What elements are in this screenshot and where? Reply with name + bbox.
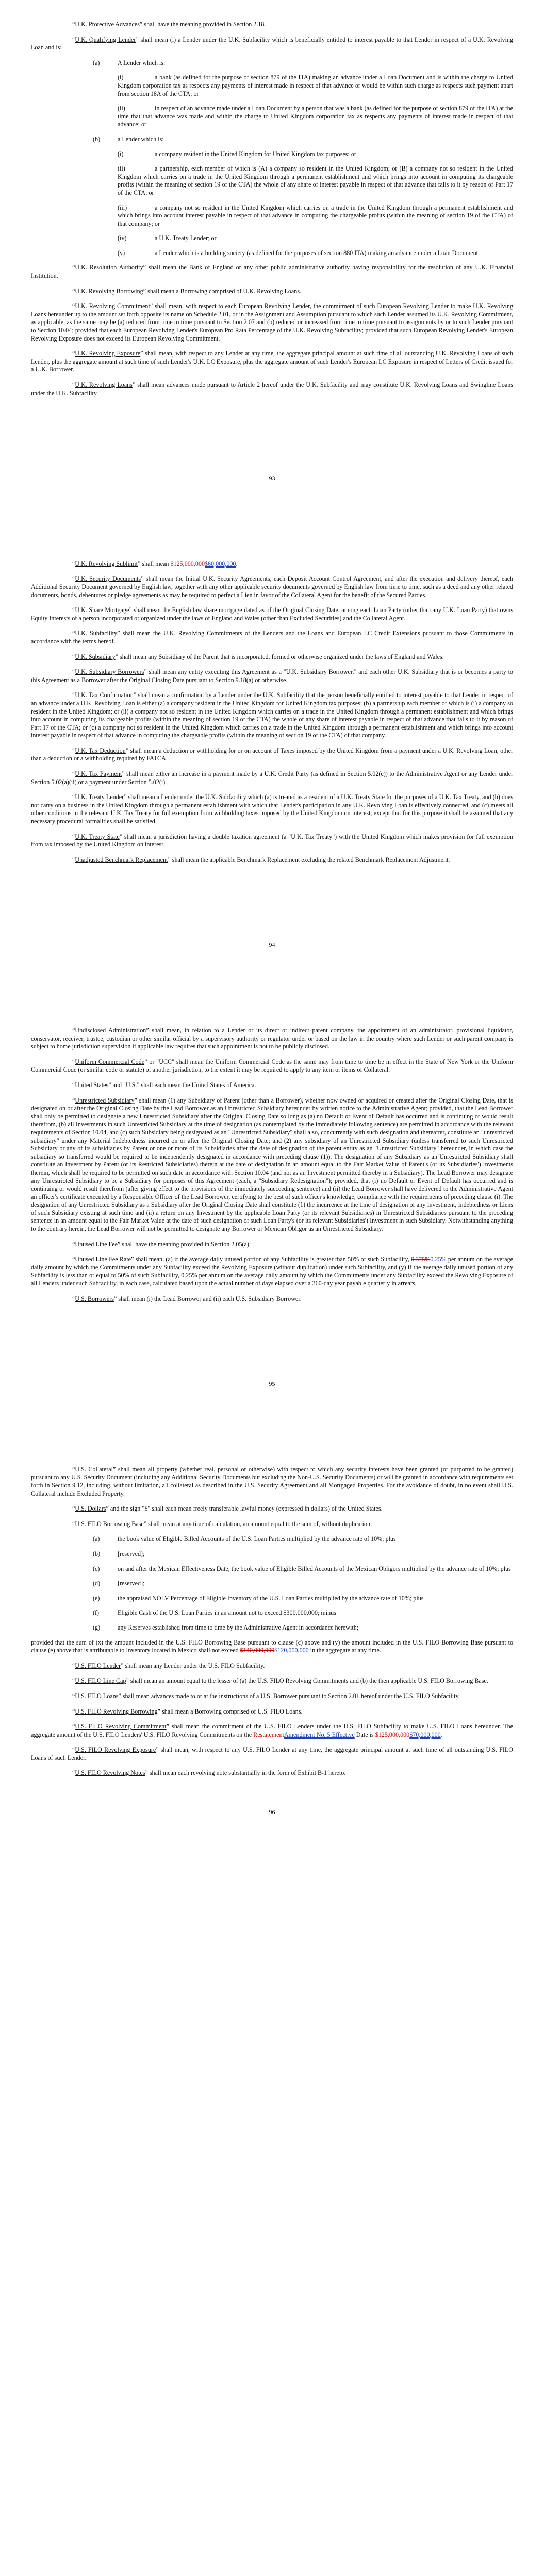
subclause-item bbox=[31, 74, 513, 98]
subclause-text: a Lender which is a building society (as defined for the purposes of section 880 ITA) making an advance under a Loan Document. bbox=[155, 249, 480, 257]
subclause-text: a partnership, each member of which is (A) a company so resident in the United Kingdom; or (B) a company not so resident in the United Kingdom which carries on a trade in the United Kingdom through a permanent establishment and which brings into account in computing its chargeable profits (within the meaning of section 19 of the CTA) the whole of any share of interest payable in respect of that advance that falls to it by reason of Part 17 of the CTA; or bbox=[118, 165, 513, 196]
defined-term: U.S. FILO Line Cap bbox=[75, 1677, 126, 1685]
subclause-item bbox=[31, 165, 513, 197]
definition-paragraph: “U.S. FILO Borrowing Base” shall mean at any time of calculation, an amount equal to the sum of, without duplication: bbox=[72, 1520, 372, 1528]
defined-term: Unadjusted Benchmark Replacement bbox=[75, 856, 168, 863]
clause-item bbox=[31, 1609, 513, 1617]
definition-text: shall mean a Borrowing comprised of U.K. Revolving Loans. bbox=[146, 287, 302, 295]
defined-term: U.K. Qualifying Lender bbox=[75, 36, 136, 43]
defined-term: U.S. FILO Revolving Notes bbox=[75, 1769, 145, 1777]
subclause-label: (i) bbox=[118, 150, 124, 158]
definition-text: shall mean the applicable Benchmark Replacement excluding the related Benchmark Replacement Adjustment. bbox=[170, 856, 450, 863]
subclause-label: (i) bbox=[118, 74, 124, 81]
clause-text: Eligible Cash of the U.S. Loan Parties in an amount not to exceed $300,000,000; minus bbox=[118, 1609, 336, 1617]
defined-term: U.K. Treaty Lender bbox=[75, 793, 124, 801]
subclause-text: in respect of an advance made under a Loan Document by a person that was a bank (as defined for the purpose of section 879 of the ITA) at the time that that advance was made and within the charge to United Kingdom corporation tax as respects any payments of interest made in respect of that advance; or bbox=[118, 105, 513, 128]
defined-term: U.K. Revolving Loans bbox=[75, 381, 133, 388]
defined-term: U.K. Subsidiary bbox=[75, 653, 116, 660]
clause-text: [reserved]; bbox=[118, 1550, 145, 1557]
defined-term: Unrestricted Subsidiary bbox=[75, 1096, 135, 1104]
defined-term: U.K. Subsidiary Borrowers bbox=[75, 668, 144, 676]
definition-paragraph: “Uniform Commercial Code” or "UCC" shall mean the Uniform Commercial Code as the same may from time to time be in effect in the State of New York or the Uniform Commercial Code (or similar code or statute) of another jurisdiction, to the extent it may be required to apply to any item or items of Collateral. bbox=[31, 1058, 513, 1074]
defined-term: U.K. Revolving Commitment bbox=[75, 302, 150, 310]
definition-text: shall mean, in relation to a Lender or its direct or indirect parent company, the appointment of an administrator, provisional liquidator, conservator, receiver, trustee, custodian or other similar official by a supervisory authority or regulator under or based on the law in the country where such Lender or such parent company is subject to home jurisdiction supervision if applicable law requires that such appointment is not to be publicly disclosed. bbox=[31, 1027, 513, 1050]
definition-text: and "U.S." shall each mean the United States of America. bbox=[111, 1081, 256, 1089]
defined-term: U.K. Tax Payment bbox=[75, 770, 122, 778]
clause-text: the book value of Eligible Billed Accounts of the U.S. Loan Parties multiplied by the advance rate of 10%; plus bbox=[118, 1535, 396, 1543]
subclause-label: (ii) bbox=[118, 105, 125, 112]
trailing-text: Date is bbox=[354, 1731, 375, 1738]
definition-paragraph: “U.K. Share Mortgage” shall mean the English law share mortgage dated as of the Original Closing Date, among each Loan Party (other than any U.K. Loan Party) that owns Equity Interests of a person incorporated or organized under the laws of England and Wales (other than Excluded Securities) and the Collateral Agent. bbox=[31, 606, 513, 622]
clause-item bbox=[31, 1550, 513, 1558]
definition-paragraph: “U.K. Tax Confirmation” shall mean a confirmation by a Lender under the U.K. Subfacility that the person beneficially entitled to interest payable to that Lender in respect of an advance under a U.K. Revolving Loan is either (a) a company resident in the United Kingdom for United Kingdom tax purposes; (b) a partnership each member of which is (i) a company so resident in the United Kingdom; or (ii) a company not so resident in the United Kingdom which carries on a trade in the United Kingdom through a permanent establishment and which brings into account in computing its chargeable profits (within the meaning of section 19 of the CTA) the whole of any share of interest payable in respect of that advance that falls to it by reason of Part 17 of the CTA; or (c) a company not so resident in the United Kingdom which carries on a trade in the United Kingdom through a permanent establishment and which brings into account interest payable in respect of that advance in computing the chargeable profits (within the meaning of section 19 of the CTA) of that company. bbox=[31, 691, 514, 739]
trailing-text: . bbox=[236, 560, 238, 567]
defined-term: U.S. FILO Revolving Borrowing bbox=[75, 1707, 158, 1715]
definition-paragraph: “U.K. Protective Advances” shall have the meaning provided in Section 2.18. bbox=[72, 21, 266, 28]
clause-item bbox=[31, 1535, 513, 1544]
clause-text: any Reserves established from time to time by the Administrative Agent in accordance herewith; bbox=[118, 1623, 359, 1631]
definition-text: or "UCC" shall mean the Uniform Commercial Code as the same may from time to time be in effect in the State of New York or the Uniform Commercial Code (or similar code or statute) of another jurisdiction, to the extent it may be required to apply to any item or items of Collateral. bbox=[31, 1058, 513, 1074]
definition-paragraph: “Unadjusted Benchmark Replacement” shall mean the applicable Benchmark Replacement excluding the related Benchmark Replacement Adjustment. bbox=[72, 856, 450, 863]
definition-paragraph: “Undisclosed Administration” shall mean, in relation to a Lender or its direct or indirect parent company, the appointment of an administrator, provisional liquidator, conservator, receiver, trustee, custodian or other similar official by a supervisory authority or regulator under or based on the law in the country where such Lender or such parent company is subject to home jurisdiction supervision if applicable law requires that such appointment is not to be publicly disclosed. bbox=[31, 1027, 513, 1050]
definition-paragraph: “U.K. Tax Payment” shall mean either an increase in a payment made by a U.K. Credit Party (as defined in Section 5.02(c)) to the Administrative Agent or any Lender under Section 5.02(a)(ii) or a payment under Section 5.02(i). bbox=[31, 770, 513, 786]
defined-term: U.K. Share Mortgage bbox=[75, 606, 129, 614]
defined-term: U.K. Tax Confirmation bbox=[75, 691, 134, 699]
defined-term: U.S. FILO Revolving Exposure bbox=[75, 1746, 156, 1754]
subclause-text: a U.K. Treaty Lender; or bbox=[155, 234, 217, 242]
subclause-item bbox=[31, 204, 513, 228]
definition-paragraph: “United States” and "U.S." shall each mean the United States of America. bbox=[72, 1081, 256, 1089]
definition-paragraph: “U.K. Qualifying Lender” shall mean (i) a Lender under the U.K. Subfacility which is beneficially entitled to interest payable to that Lender in respect of a U.K. Revolving Loan and is: bbox=[31, 36, 514, 52]
defined-term: U.S. Collateral bbox=[75, 1465, 113, 1473]
subclause-text: a company resident in the United Kingdom for United Kingdom tax purposes; or bbox=[155, 150, 356, 158]
definition-text: shall mean any Lender under the U.S. FILO Subfacility. bbox=[123, 1662, 265, 1669]
defined-term: Undisclosed Administration bbox=[75, 1027, 146, 1034]
definition-text: shall mean bbox=[140, 560, 171, 567]
definition-text: shall mean either an increase in a payment made by a U.K. Credit Party (as defined in Section 5.02(c)) to the Administrative Agent or any Lender under Section 5.02(a)(ii) or a payment under Section 5.02(i). bbox=[31, 770, 513, 786]
clause-item bbox=[31, 135, 513, 144]
subclause-text: a bank (as defined for the purpose of section 879 of the ITA) making an advance under a Loan Document and is within the charge to United Kingdom corporation tax as respects any payments of interest made in respect of that advance or would be within such charge as respects such payment apart from section 18A of the CTA; or bbox=[118, 74, 513, 97]
definition-text: shall mean any Subsidiary of the Parent that is incorporated, formed or otherwise organized under the laws of England and Wales. bbox=[118, 653, 444, 660]
clause-item bbox=[31, 1595, 513, 1603]
defined-term: U.K. Resolution Authority bbox=[75, 264, 143, 272]
subclause-item bbox=[31, 234, 513, 243]
definition-text: and the sign "$" shall each mean freely transferable lawful money (expressed in dollars) of the United States. bbox=[108, 1505, 383, 1513]
definition-text: shall mean a deduction or withholding for or on account of Taxes imposed by the United Kingdom from a payment under a U.K. Revolving Loan, other than a deduction or a withholding required by FATCA. bbox=[31, 747, 513, 762]
definition-text: shall mean a confirmation by a Lender under the U.K. Subfacility that the person beneficially entitled to interest payable to that Lender in respect of an advance under a U.K. Revolving Loan is either (a) a company resident in the United Kingdom for United Kingdom tax purposes; (b) a partnership each member of which is (i) a company so resident in the United Kingdom; or (ii) a company not so resident in the United Kingdom which carries on a trade in the United Kingdom through a permanent establishment and which brings into account in computing its chargeable profits (within the meaning of section 19 of the CTA) the whole of any share of interest payable in respect of that advance that falls to it by reason of Part 17 of the CTA; or (c) a company not so resident in the United Kingdom which carries on a trade in the United Kingdom through a permanent establishment and which brings into account interest payable in respect of that advance in computing the chargeable profits (within the meaning of section 19 of the CTA) of that company. bbox=[31, 691, 514, 739]
definition-paragraph: “U.S. FILO Revolving Commitment” shall mean the commitment of the U.S. FILO Lenders under the U.S. FILO Subfacility to make U.S. FILO Loans hereunder. The aggregate amount of the U.S. FILO Lenders' U.S. FILO Revolving Commitments on the RestatementAmendment No. 5 Effective Date is $125,000,000$70,000,000. bbox=[31, 1723, 513, 1738]
deleted-text: $140,000,000 bbox=[240, 1647, 275, 1654]
defined-term: U.K. Tax Deduction bbox=[75, 747, 126, 754]
definition-paragraph: “U.S. FILO Line Cap” shall mean an amount equal to the lesser of (a) the U.S. FILO Revolving Commitments and (b) the then applicable U.S. FILO Borrowing Base. bbox=[72, 1677, 488, 1685]
definition-paragraph: “U.K. Revolving Borrowing” shall mean a Borrowing comprised of U.K. Revolving Loans. bbox=[72, 287, 302, 295]
clause-label: (c) bbox=[93, 1565, 100, 1572]
defined-term: U.K. Subfacility bbox=[75, 630, 118, 637]
page-section bbox=[31, 483, 513, 950]
definition-text: shall mean (i) the Lead Borrower and (ii) each U.S. Subsidiary Borrower. bbox=[117, 1295, 302, 1302]
clause-label: (f) bbox=[93, 1609, 100, 1617]
page-section bbox=[31, 1388, 513, 1817]
definition-text: shall mean, with respect to each European Revolving Lender, the commitment of such European Revolving Lender to make U.K. Revolving Loans hereunder up to the amount set forth opposite its name on Schedule 2.01, or in the Assignment and Assumption pursuant to which such Lender assumed its U.K. Revolving Commitment, as applicable, as the same may be (a) reduced from time to time pursuant to Section 2.07 and (b) reduced or increased from time to time pursuant to assignments by or to such Lender pursuant to Section 10.04; provided that each European Revolving Lender's European Pro Rata Percentage of the U.K. Revolving Subfacility; provided that such European Revolving Lender's European Revolving Exposure does not exceed its European Revolving Commitment. bbox=[31, 302, 514, 342]
definition-paragraph: “U.K. Resolution Authority” shall mean the Bank of England or any other public administrative authority having responsibility for the resolution of any U.K. Financial Institution. bbox=[31, 264, 513, 280]
definition-paragraph: “U.K. Revolving Commitment” shall mean, with respect to each European Revolving Lender, the commitment of such European Revolving Lender to make U.K. Revolving Loans hereunder up to the amount set forth opposite its name on Schedule 2.01, or in the Assignment and Assumption pursuant to which such Lender assumed its U.K. Revolving Commitment, as applicable, as the same may be (a) reduced from time to time pursuant to Section 2.07 and (b) reduced or increased from time to time pursuant to assignments by or to such Lender pursuant to Section 10.04; provided that each European Revolving Lender's European Pro Rata Percentage of the U.K. Revolving Subfacility; provided that such European Revolving Lender's European Revolving Exposure does not exceed its European Revolving Commitment. bbox=[31, 302, 514, 342]
definition-text: shall mean the commitment of the U.S. FILO Lenders under the U.S. FILO Subfacility to make U.S. FILO Loans hereunder. The aggregate amount of the U.S. FILO Lenders' U.S. FILO Revolving Commitments on the bbox=[31, 1723, 513, 1738]
clause-label: (d) bbox=[93, 1580, 101, 1587]
clause-text: on and after the Mexican Effectiveness Date, the book value of Eligible Billed Accounts of the Mexican Obligors multiplied by the advance rate of 10%; plus bbox=[118, 1565, 511, 1572]
page-number: 93 bbox=[269, 474, 275, 482]
defined-term: Unused Line Fee bbox=[75, 1240, 118, 1248]
page-section bbox=[31, 0, 513, 483]
clause-item bbox=[31, 59, 513, 67]
trailing-text: in the aggregate at any time. bbox=[308, 1647, 381, 1654]
proviso-paragraph bbox=[31, 1639, 513, 1655]
definition-text: shall mean each revolving note substantially in the form of Exhibit B-1 hereto. bbox=[147, 1769, 346, 1777]
subclause-text: a company not so resident in the United Kingdom which carries on a trade in the United Kingdom through a permanent establishment and which brings into account interest payable in respect of that advance in computing the chargeable profits (within the meaning of section 19 of the CTA) of that company; or bbox=[118, 204, 513, 227]
definition-paragraph: “U.K. Treaty Lender” shall mean a Lender under the U.K. Subfacility which (a) is treated as a resident of a U.K. Treaty State for the purposes of a U.K. Tax Treaty, and (b) does not carry on a business in the United Kingdom through a permanent establishment with which that Lender's participation in any U.K. Revolving Loan is effectively connected, and (c) meets all other conditions in the relevant U.K. Tax Treaty for full exemption from withholding taxes imposed by the United Kingdom on interest, except that for this purpose it shall be assumed that any necessary procedural formalities shall be satisfied. bbox=[31, 793, 514, 825]
clause-label: (e) bbox=[93, 1594, 100, 1602]
defined-term: U.S. Borrowers bbox=[75, 1295, 114, 1302]
subclause-item bbox=[31, 249, 513, 258]
definition-paragraph: “U.S. FILO Lender” shall mean any Lender under the U.S. FILO Subfacility. bbox=[72, 1662, 265, 1669]
definition-text: shall mean an amount equal to the lesser of (a) the U.S. FILO Revolving Commitments and (b) the then applicable U.S. FILO Borrowing Base. bbox=[128, 1677, 488, 1685]
definition-text: shall mean all property (whether real, personal or otherwise) with respect to which any security interests have been granted (or purported to be granted) pursuant to any U.S. Security Document (including any Additional Security Documents but excluding the Non-U.S. Security Documents) or will be granted in accordance with requirements set forth in Section 9.12, including, without limitation, all collateral as described in the U.S. Security Agreement and all Mortgaged Properties. For the avoidance of doubt, in no event shall U.S. Collateral include Excluded Property. bbox=[31, 1465, 513, 1497]
inserted-text: 0.25% bbox=[430, 1256, 447, 1263]
subclause-label: (v) bbox=[118, 249, 125, 257]
clause-label: (a) bbox=[93, 1535, 100, 1543]
defined-term: U.S. FILO Revolving Commitment bbox=[75, 1723, 167, 1731]
definition-text: shall mean a Borrowing comprised of U.S. FILO Loans. bbox=[160, 1707, 303, 1715]
clause-label: (b) bbox=[93, 135, 101, 143]
definition-text: shall mean the U.K. Revolving Commitments of the Lenders and the Loans and European LC Credit Extensions pursuant to those Commitments in accordance with the terms hereof. bbox=[31, 630, 513, 645]
inserted-text: $60,000,000 bbox=[205, 560, 236, 567]
trailing-text: . bbox=[440, 1731, 442, 1738]
definition-paragraph: “U.K. Subsidiary Borrowers” shall mean any entity executing this Agreement as a "U.K. Subsidiary Borrower," and each other U.K. Subsidiary that is or becomes a party to this Agreement as a Borrower after the Original Closing Date pursuant to Section 9.18(a) or otherwise. bbox=[31, 668, 513, 684]
subclause-label: (iii) bbox=[118, 204, 127, 211]
definition-text: shall mean a Lender under the U.K. Subfacility which (a) is treated as a resident of a U.K. Treaty State for the purposes of a U.K. Tax Treaty, and (b) does not carry on a business in the United Kingdom through a permanent establishment with which that Lender's participation in any U.K. Revolving Loan is effectively connected, and (c) meets all other conditions in the relevant U.K. Tax Treaty for full exemption from withholding taxes imposed by the United Kingdom on interest, except that for this purpose it shall be assumed that any necessary procedural formalities shall be satisfied. bbox=[31, 793, 514, 825]
defined-term: U.S. FILO Loans bbox=[75, 1692, 119, 1700]
definition-text: shall have the meaning provided in Section 2.18. bbox=[142, 21, 266, 28]
subclause-item bbox=[31, 105, 513, 129]
page-section bbox=[31, 950, 513, 1388]
definition-paragraph: “U.K. Subsidiary” shall mean any Subsidiary of the Parent that is incorporated, formed or otherwise organized under the laws of England and Wales. bbox=[72, 653, 444, 660]
defined-term: U.S. FILO Lender bbox=[75, 1662, 121, 1669]
definition-paragraph: “U.K. Treaty State” shall mean a jurisdiction having a double taxation agreement (a "U.K. Tax Treaty") with the United Kingdom which makes provision for full exemption from tax imposed by the United Kingdom on interest. bbox=[31, 833, 514, 849]
definition-paragraph: “U.S. FILO Revolving Exposure” shall mean, with respect to any U.S. FILO Lender at any time, the aggregate principal amount at such time of all outstanding U.S. FILO Loans of such Lender. bbox=[31, 1746, 513, 1761]
definition-text: shall mean (1) any Subsidiary of Parent (other than a Borrower), whether now owned or acquired or created after the Original Closing Date, that is designated on or after the Original Closing Date by the Lead Borrower as an Unrestricted Subsidiary hereunder by written notice to the Administrative Agent; provided, that the Lead Borrower shall only be permitted to designate a new Unrestricted Subsidiary after the Original Closing Date so long as (a) no Default or Event of Default has occurred and is continuing or would result therefrom, (b) all Investments in such Unrestricted Subsidiary at the time of designation (as contemplated by the immediately following sentence) are permitted in accordance with the relevant requirements of Section 10.04, and (c) such Subsidiary being designated as an "Unrestricted Subsidiary" shall also, concurrently with such designation and thereafter, constitute an "unrestricted subsidiary" under any Material Indebtedness incurred on or after the Original Closing Date; and (2) any subsidiary of an Unrestricted Subsidiary (unless transferred to such Unrestricted Subsidiary or any of its subsidiaries by Parent or one or more of its Subsidiaries after the date of designation of the parent entity as an "Unrestricted Subsidiary" hereunder, in which case the subsidiary so transferred would be required to be independently designated in accordance with preceding clause (1)). The designation of any Subsidiary as an Unrestricted Subsidiary shall constitute an Investment by Parent (or its Restricted Subsidiaries) therein at the date of designation in an amount equal to the Fair Market Value of Parent's (or its Subsidiaries') Investments therein, which shall be required to be permitted on such date in accordance with Section 10.04 (and not as an Investment permitted thereby in a Subsidiary). The Lead Borrower may designate any Unrestricted Subsidiary to be a Subsidiary for purposes of this Agreement (each, a "Subsidiary Redesignation"); provided, that (i) no Default or Event of Default has occurred and is continuing or would result therefrom (after giving effect to the provisions of the immediately succeeding sentence) and (ii) the Lead Borrower shall have delivered to the Administrative Agent an officer's certificate executed by a Responsible Officer of the Lead Borrower, certifying to the best of such officer's knowledge, compliance with the requirements of preceding clause (i). The designation of any Unrestricted Subsidiary as a Subsidiary after the Original Closing Date shall constitute (1) the incurrence at the time of designation of any Investment, Indebtedness or Liens of such Subsidiary existing at such time and (ii) a return on any Investment by the applicable Loan Party (or its relevant Subsidiaries) in Unrestricted Subsidiaries pursuant to the preceding sentence in an amount equal to the Fair Market Value at the date of such designation of such Loan Party's (or its relevant Subsidiaries') Investment in such Subsidiary. Notwithstanding anything to the contrary herein, the Lead Borrower will not be permitted to designate any Borrower or Mexican Obligor as an Unrestricted Subsidiary. bbox=[31, 1096, 514, 1233]
clause-item bbox=[31, 1624, 513, 1632]
defined-term: U.K. Revolving Exposure bbox=[75, 350, 141, 358]
defined-term: Unused Line Fee Rate bbox=[75, 1256, 131, 1263]
defined-term: United States bbox=[75, 1081, 109, 1089]
inserted-text: $70,000,000 bbox=[409, 1731, 441, 1738]
defined-term: U.K. Protective Advances bbox=[75, 21, 140, 28]
definition-paragraph: “U.K. Tax Deduction” shall mean a deduction or withholding for or on account of Taxes imposed by the United Kingdom from a payment under a U.K. Revolving Loan, other than a deduction or a withholding required by FATCA. bbox=[31, 747, 513, 762]
definition-text: shall mean, (a) if the average daily unused portion of any Subfacility is greater than 50% of such Subfacility, bbox=[134, 1256, 411, 1263]
page-number: 94 bbox=[269, 941, 275, 949]
definition-paragraph: “Unrestricted Subsidiary” shall mean (1) any Subsidiary of Parent (other than a Borrower), whether now owned or acquired or created after the Original Closing Date, that is designated on or after the Original Closing Date by the Lead Borrower as an Unrestricted Subsidiary hereunder by written notice to the Administrative Agent; provided, that the Lead Borrower shall only be permitted to designate a new Unrestricted Subsidiary after the Original Closing Date so long as (a) no Default or Event of Default has occurred and is continuing or would result therefrom, (b) all Investments in such Unrestricted Subsidiary at the time of designation (as contemplated by the immediately following sentence) are permitted in accordance with the relevant requirements of Section 10.04, and (c) such Subsidiary being designated as an "Unrestricted Subsidiary" shall also, concurrently with such designation and thereafter, constitute an "unrestricted subsidiary" under any Material Indebtedness incurred on or after the Original Closing Date; and (2) any subsidiary of an Unrestricted Subsidiary (unless transferred to such Unrestricted Subsidiary or any of its subsidiaries by Parent or one or more of its Subsidiaries after the date of designation of the parent entity as an "Unrestricted Subsidiary" hereunder, in which case the subsidiary so transferred would be required to be independently designated in accordance with preceding clause (1)). The designation of any Subsidiary as an Unrestricted Subsidiary shall constitute an Investment by Parent (or its Restricted Subsidiaries) therein at the date of designation in an amount equal to the Fair Market Value of Parent's (or its Subsidiaries') Investments therein, which shall be required to be permitted on such date in accordance with Section 10.04 (and not as an Investment permitted thereby in a Subsidiary). The Lead Borrower may designate any Unrestricted Subsidiary to be a Subsidiary for purposes of this Agreement (each, a "Subsidiary Redesignation"); provided, that (i) no Default or Event of Default has occurred and is continuing or would result therefrom (after giving effect to the provisions of the immediately succeeding sentence) and (ii) the Lead Borrower shall have delivered to the Administrative Agent an officer's certificate executed by a Responsible Officer of the Lead Borrower, certifying to the best of such officer's knowledge, compliance with the requirements of preceding clause (i). The designation of any Unrestricted Subsidiary as a Subsidiary after the Original Closing Date shall constitute (1) the incurrence at the time of designation of any Investment, Indebtedness or Liens of such Subsidiary existing at such time and (ii) a return on any Investment by the applicable Loan Party (or its relevant Subsidiaries) in Unrestricted Subsidiaries pursuant to the preceding sentence in an amount equal to the Fair Market Value at the date of such designation of such Loan Party's (or its relevant Subsidiaries') Investment in such Subsidiary. Notwithstanding anything to the contrary herein, the Lead Borrower will not be permitted to designate any Borrower or Mexican Obligor as an Unrestricted Subsidiary. bbox=[31, 1096, 514, 1233]
clause-label: (a) bbox=[93, 59, 100, 66]
clause-item bbox=[31, 1580, 513, 1588]
definition-text: shall mean, with respect to any Lender at any time, the aggregate principal amount at such time of all outstanding U.K. Revolving Loans of such Lender, plus the aggregate amount at such time of such Lender's U.K. LC Exposure, plus the aggregate amount of such Lender's European LC Exposure in respect of Letters of Credit issued for a U.K. Borrower. bbox=[31, 350, 513, 374]
definition-paragraph: “U.K. Revolving Exposure” shall mean, with respect to any Lender at any time, the aggregate principal amount at such time of all outstanding U.K. Revolving Loans of such Lender, plus the aggregate amount at such time of such Lender's U.K. LC Exposure, plus the aggregate amount of such Lender's European LC Exposure in respect of Letters of Credit issued for a U.K. Borrower. bbox=[31, 350, 513, 374]
definition-text: shall mean the English law share mortgage dated as of the Original Closing Date, among each Loan Party (other than any U.K. Loan Party) that owns Equity Interests of a person incorporated or organized under the laws of England and Wales (other than Excluded Securities) and the Collateral Agent. bbox=[31, 606, 513, 622]
definition-paragraph: “Unused Line Fee Rate” shall mean, (a) if the average daily unused portion of any Subfacility is greater than 50% of such Subfacility, 0.375%0.25% per annum on the average daily amount by which the Commitments under any Subfacility exceed the Revolving Exposure (without duplication) under such Subfacility, and (y) if the average daily unused portion of any Subfacility is less than or equal to 50% of such Subfacility, 0.25% per annum on the average daily amount by which the Commitments under any Subfacility exceed the Revolving Exposure of all Lenders under such Subfacility, in each case, calculated based upon the actual number of days elapsed over a 360-day year payable quarterly in arrears. bbox=[31, 1256, 513, 1287]
inserted-text: Amendment No. 5 Effective bbox=[284, 1731, 355, 1738]
definition-paragraph: “U.K. Subfacility” shall mean the U.K. Revolving Commitments of the Lenders and the Loans and European LC Credit Extensions pursuant to those Commitments in accordance with the terms hereof. bbox=[31, 630, 513, 645]
definition-paragraph: “U.K. Revolving Loans” shall mean advances made pursuant to Article 2 hereof under the U.K. Subfacility and may constitute U.K. Revolving Loans and Swingline Loans under the U.K. Subfacility. bbox=[31, 381, 513, 397]
defined-term: U.S. Dollars bbox=[75, 1505, 106, 1513]
definition-text: shall have the meaning provided in Section 2.05(a). bbox=[120, 1240, 251, 1248]
page-number: 95 bbox=[269, 1380, 275, 1388]
definition-text: shall mean any entity executing this Agreement as a "U.K. Subsidiary Borrower," and each other U.K. Subsidiary that is or becomes a party to this Agreement as a Borrower after the Original Closing Date pursuant to Section 9.18(a) or otherwise. bbox=[31, 668, 513, 684]
definition-paragraph: “U.S. FILO Revolving Notes” shall mean each revolving note substantially in the form of Exhibit B-1 hereto. bbox=[72, 1769, 346, 1777]
inserted-text: $120,000,000 bbox=[274, 1647, 309, 1654]
clause-label: (b) bbox=[93, 1550, 101, 1557]
definition-text: shall mean the Bank of England or any other public administrative authority having responsibility for the resolution of any U.K. Financial Institution. bbox=[31, 264, 513, 280]
definition-text: shall mean advances made pursuant to Article 2 hereof under the U.K. Subfacility and may constitute U.K. Revolving Loans and Swingline Loans under the U.K. Subfacility. bbox=[31, 381, 513, 397]
deleted-text: $125,000,000 bbox=[375, 1731, 410, 1738]
clause-text: A Lender which is: bbox=[118, 59, 166, 66]
paragraph-text: provided that the sum of (x) the amount included in the U.S. FILO Borrowing Base pursuant to clause (c) above and (y) the amount included in the U.S. FILO Borrowing Base pursuant to clause (e) above that is attributable to Inventory located in Mexico shall not exceed bbox=[31, 1638, 513, 1654]
definition-text: shall mean, with respect to any U.S. FILO Lender at any time, the aggregate principal amount at such time of all outstanding U.S. FILO Loans of such Lender. bbox=[31, 1746, 513, 1761]
defined-term: U.K. Security Documents bbox=[75, 575, 141, 583]
definition-paragraph: “U.S. Collateral” shall mean all property (whether real, personal or otherwise) with respect to which any security interests have been granted (or purported to be granted) pursuant to any U.S. Security Document (including any Additional Security Documents but excluding the Non-U.S. Security Documents) or will be granted in accordance with requirements set forth in Section 9.12, including, without limitation, all collateral as described in the U.S. Security Agreement and all Mortgaged Properties. For the avoidance of doubt, in no event shall U.S. Collateral include Excluded Property. bbox=[31, 1465, 513, 1497]
definition-text: shall mean a jurisdiction having a double taxation agreement (a "U.K. Tax Treaty") with the United Kingdom which makes provision for full exemption from tax imposed by the United Kingdom on interest. bbox=[31, 833, 514, 849]
definition-text: shall mean (i) a Lender under the U.K. Subfacility which is beneficially entitled to interest payable to that Lender in respect of a U.K. Revolving Loan and is: bbox=[31, 36, 514, 52]
subclause-item bbox=[31, 150, 513, 159]
defined-term: Uniform Commercial Code bbox=[75, 1058, 145, 1065]
definition-text: shall mean the Initial U.K. Security Agreements, each Deposit Account Control Agreement, and after the execution and delivery thereof, each Additional Security Document governed by English law, together with any other applicable security documents governed by English law from time to time, such as a deed and any other related documents, bonds, debentures or pledge agreements as may be required to perfect a Lien in favor of the Collateral Agent for the benefit of the Secured Parties. bbox=[31, 575, 513, 599]
defined-term: U.K. Revolving Sublimit bbox=[75, 560, 138, 567]
clause-text: the appraised NOLV Percentage of Eligible Inventory of the U.S. Loan Parties multiplied by the advance rate of 10%; plus bbox=[118, 1594, 424, 1602]
clause-text: [reserved]; bbox=[118, 1580, 145, 1587]
definition-paragraph: “Unused Line Fee” shall have the meaning provided in Section 2.05(a). bbox=[72, 1240, 251, 1248]
deleted-text: 0.375% bbox=[411, 1256, 431, 1263]
clause-item bbox=[31, 1565, 513, 1573]
defined-term: U.S. FILO Borrowing Base bbox=[75, 1520, 144, 1528]
defined-term: U.K. Treaty State bbox=[75, 833, 120, 840]
trailing-text: per annum on the average daily amount by which the Commitments under any Subfacility exceed the Revolving Exposure (without duplication) under such Subfacility, and (y) if the average daily unused portion of any Subfacility is less than or equal to 50% of such Subfacility, 0.25% per annum on the average daily amount by which the Commitments under any Subfacility exceed the Revolving Exposure of all Lenders under such Subfacility, in each case, calculated based upon the actual number of days elapsed over a 360-day year payable quarterly in arrears. bbox=[31, 1256, 513, 1287]
definition-paragraph: “U.S. Borrowers” shall mean (i) the Lead Borrower and (ii) each U.S. Subsidiary Borrower. bbox=[72, 1295, 302, 1302]
clause-text: a Lender which is: bbox=[118, 135, 164, 143]
definition-text: shall mean at any time of calculation, an amount equal to the sum of, without duplication: bbox=[146, 1520, 372, 1528]
subclause-label: (ii) bbox=[118, 165, 125, 173]
page-number: 96 bbox=[269, 1808, 275, 1816]
clause-label: (g) bbox=[93, 1623, 101, 1631]
subclause-label: (iv) bbox=[118, 234, 127, 242]
document-body bbox=[31, 0, 513, 1817]
definition-text: shall mean advances made to or at the instructions of a U.S. Borrower pursuant to Section 2.01 hereof under the U.S. FILO Subfacility. bbox=[121, 1692, 460, 1700]
deleted-text: Restatement bbox=[253, 1731, 284, 1738]
definition-paragraph: “U.S. FILO Revolving Borrowing” shall mean a Borrowing comprised of U.S. FILO Loans. bbox=[72, 1707, 303, 1715]
defined-term: U.K. Revolving Borrowing bbox=[75, 287, 143, 295]
definition-paragraph: “U.K. Revolving Sublimit” shall mean $125,000,000$60,000,000. bbox=[72, 560, 238, 567]
deleted-text: $125,000,000 bbox=[170, 560, 205, 567]
definition-paragraph: “U.S. Dollars” and the sign "$" shall each mean freely transferable lawful money (expressed in dollars) of the United States. bbox=[72, 1505, 383, 1513]
definition-paragraph: “U.K. Security Documents” shall mean the Initial U.K. Security Agreements, each Deposit Account Control Agreement, and after the execution and delivery thereof, each Additional Security Document governed by English law, together with any other applicable security documents governed by English law from time to time, such as a deed and any other related documents, bonds, debentures or pledge agreements as may be required to perfect a Lien in favor of the Collateral Agent for the benefit of the Secured Parties. bbox=[31, 575, 513, 599]
definition-paragraph: “U.S. FILO Loans” shall mean advances made to or at the instructions of a U.S. Borrower pursuant to Section 2.01 hereof under the U.S. FILO Subfacility. bbox=[72, 1692, 460, 1700]
